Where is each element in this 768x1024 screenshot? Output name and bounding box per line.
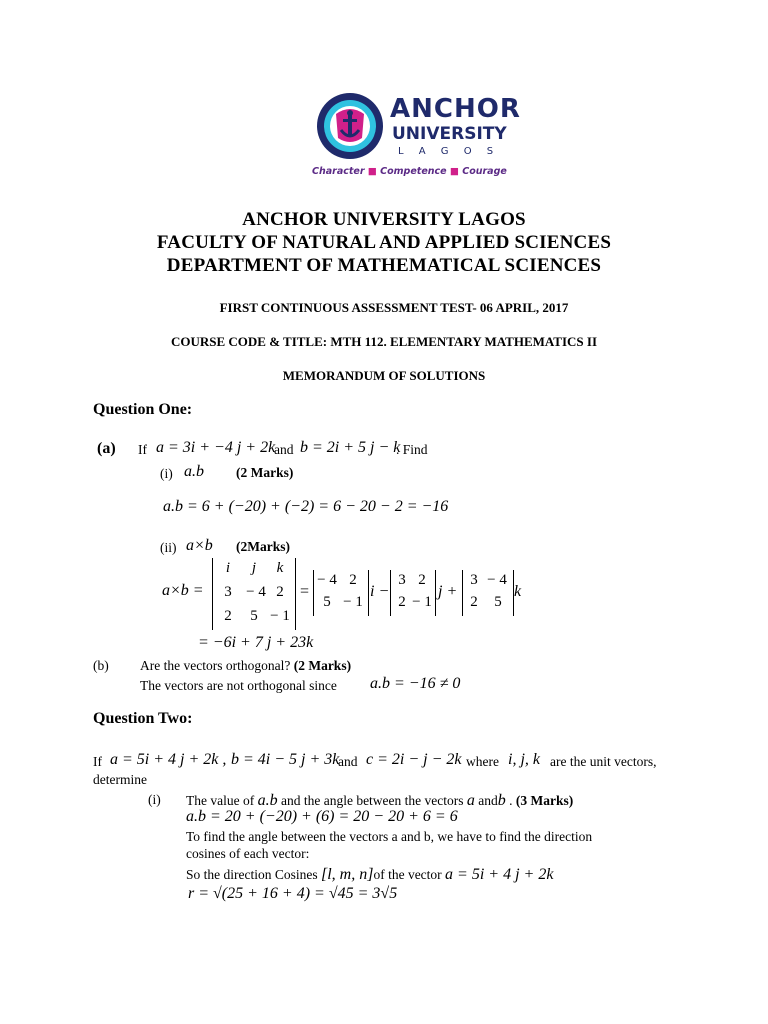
q2-i-b: b bbox=[497, 792, 506, 809]
q1-vector-a: a = 3i + −4 j + 2k bbox=[156, 439, 276, 456]
motto-character: Character bbox=[312, 166, 365, 177]
minor-cell: − 1 bbox=[343, 594, 363, 610]
minor-cell: 2 bbox=[349, 572, 357, 588]
q2-rest: are the unit vectors, bbox=[550, 754, 657, 769]
q2-i-text2: and the angle between the vectors bbox=[280, 793, 464, 808]
q2-and: and bbox=[338, 754, 358, 769]
q1-b-marks: (2 Marks) bbox=[293, 658, 352, 673]
q1-part-b-answer: The vectors are not orthogonal since bbox=[140, 678, 337, 693]
motto-courage: Courage bbox=[462, 166, 507, 177]
minor-cell: 5 bbox=[323, 594, 331, 610]
q1-ii-expr: a×b bbox=[186, 537, 213, 554]
course-title: COURSE CODE & TITLE: MTH 112. ELEMENTARY MATHEMATICS II bbox=[170, 334, 598, 349]
q1-i-marks: (2 Marks) bbox=[236, 465, 294, 480]
determinant-3x3 bbox=[212, 558, 296, 630]
q1-part-b-label: (b) bbox=[93, 658, 109, 673]
minor-cell: 3 bbox=[398, 572, 406, 588]
q2-para3b: of the vector bbox=[373, 867, 442, 882]
memo-title: MEMORANDUM OF SOLUTIONS bbox=[282, 368, 486, 383]
q1-eq: = bbox=[300, 583, 310, 600]
matrix-cell: 5 bbox=[250, 608, 258, 624]
q2-para3: So the direction Cosines bbox=[186, 867, 318, 882]
q2-i-text: The value of bbox=[186, 793, 255, 808]
university-logo bbox=[312, 86, 521, 182]
minor-3 bbox=[462, 570, 514, 616]
minor-cell: − 4 bbox=[487, 572, 507, 588]
q2-vector-a: a = 5i + 4 j + 2k , bbox=[110, 751, 227, 768]
q1-part-b-question bbox=[140, 658, 351, 674]
q2-para3-line bbox=[186, 866, 553, 884]
department-title: DEPARTMENT OF MATHEMATICAL SCIENCES bbox=[166, 255, 602, 276]
minor-3-suffix: k bbox=[514, 583, 522, 600]
q1-find: . Find bbox=[396, 442, 428, 457]
q2-determine: determine bbox=[93, 772, 147, 787]
question-two-heading: Question Two: bbox=[93, 710, 193, 727]
q2-vector-c: c = 2i − j − 2k bbox=[366, 751, 462, 768]
q1-i-label: (i) bbox=[160, 466, 173, 481]
matrix-cell: 2 bbox=[224, 608, 232, 624]
q2-units: i, j, k bbox=[508, 751, 540, 768]
q2-dot-result: a.b = 20 + (−20) + (6) = 20 − 20 + 6 = 6 bbox=[186, 808, 458, 825]
q1-ii-label: (ii) bbox=[160, 540, 177, 555]
matrix-cell: − 4 bbox=[246, 584, 266, 600]
q2-i-dot: . bbox=[509, 793, 513, 808]
q1-cross-result: = −6i + 7 j + 23k bbox=[198, 634, 314, 651]
q2-vec-a: a = 5i + 4 j + 2k bbox=[445, 866, 554, 883]
minor-2-suffix: j + bbox=[438, 583, 458, 600]
q1-vector-b: b = 2i + 5 j − k bbox=[300, 439, 401, 456]
minor-cell: 5 bbox=[494, 594, 502, 610]
q2-i-label: (i) bbox=[148, 792, 161, 807]
matrix-cell: i bbox=[225, 560, 231, 576]
minor-1-suffix: i − bbox=[370, 583, 390, 600]
q2-i-expr: a.b bbox=[257, 792, 278, 809]
q2-if: If bbox=[93, 754, 102, 769]
logo-motto: Character ■ Competence ■ Courage bbox=[312, 166, 507, 177]
q1-if: If bbox=[138, 442, 147, 457]
q2-lmn: [l, m, n] bbox=[321, 866, 374, 883]
q2-r-eq: r = √(25 + 16 + 4) = √45 = 3√5 bbox=[188, 885, 398, 902]
motto-competence: Competence bbox=[380, 166, 447, 177]
q2-para1: To find the angle between the vectors a and b, we have to find the direction bbox=[186, 829, 593, 844]
q1-ii-marks: (2Marks) bbox=[236, 539, 290, 554]
q2-i-a: a bbox=[466, 792, 475, 809]
matrix-cell: k bbox=[276, 560, 284, 576]
minor-cell: 2 bbox=[418, 572, 426, 588]
logo-word-university: UNIVERSITY bbox=[392, 124, 507, 144]
minor-cell: 2 bbox=[398, 594, 406, 610]
logo-word-anchor: ANCHOR bbox=[390, 94, 521, 124]
matrix-cell: j bbox=[251, 560, 257, 576]
q2-vector-b: b = 4i − 5 j + 3k bbox=[231, 751, 340, 768]
test-title: FIRST CONTINUOUS ASSESSMENT TEST- 06 APRIL, 2017 bbox=[219, 300, 569, 315]
minor-cell: 2 bbox=[470, 594, 478, 610]
minor-cell: − 1 bbox=[412, 594, 432, 610]
minor-cell: − 4 bbox=[317, 572, 337, 588]
minor-1 bbox=[313, 570, 369, 616]
q2-para2: cosines of each vector: bbox=[186, 846, 310, 861]
orthogonal-question: Are the vectors orthogonal? bbox=[140, 658, 291, 673]
q1-and: and bbox=[274, 442, 294, 457]
question-one-heading: Question One: bbox=[93, 401, 193, 418]
logo-word-lagos: L A G O S bbox=[398, 146, 500, 157]
q1-part-a-label: (a) bbox=[97, 440, 116, 457]
q2-i-marks: (3 Marks) bbox=[515, 793, 574, 808]
q2-i-and: and bbox=[478, 793, 498, 808]
faculty-title: FACULTY OF NATURAL AND APPLIED SCIENCES bbox=[156, 232, 612, 253]
matrix-cell: 2 bbox=[276, 584, 284, 600]
q1-part-b-expr: a.b = −16 ≠ 0 bbox=[370, 675, 461, 692]
matrix-cell: 3 bbox=[224, 584, 232, 600]
minor-2 bbox=[390, 570, 436, 616]
minor-cell: 3 bbox=[470, 572, 478, 588]
q1-i-expr: a.b bbox=[184, 463, 204, 480]
q1-cross-lhs: a×b = bbox=[162, 582, 204, 599]
matrix-cell: − 1 bbox=[270, 608, 290, 624]
q2-where: where bbox=[466, 754, 499, 769]
university-title: ANCHOR UNIVERSITY LAGOS bbox=[242, 209, 526, 230]
q1-dot-result: a.b = 6 + (−20) + (−2) = 6 − 20 − 2 = −16 bbox=[163, 498, 449, 515]
